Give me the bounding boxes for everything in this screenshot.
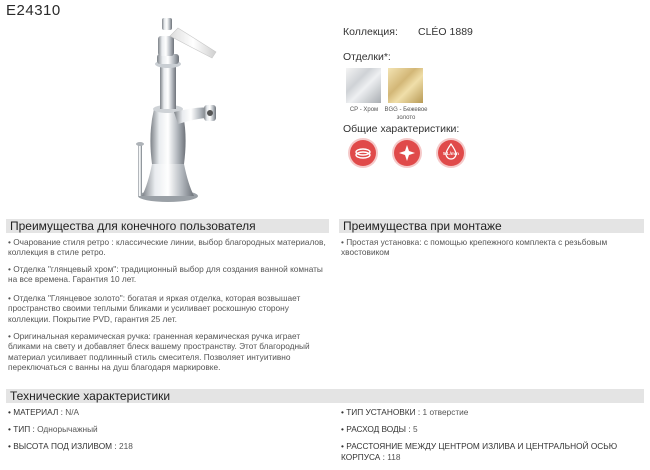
spec-value: 118: [387, 452, 401, 462]
spec-key: • ТИП :: [8, 424, 35, 434]
general-characteristics-label: Общие характеристики:: [343, 123, 460, 135]
spec-key: • РАСХОД ВОДЫ :: [341, 424, 411, 434]
spec-key: • МАТЕРИАЛ :: [8, 407, 63, 417]
spec-value: 5: [412, 424, 418, 434]
section-header-technical: [6, 389, 644, 403]
section-title: Преимущества при монтаже: [343, 219, 502, 233]
spec-water-flow: [341, 424, 418, 434]
install-benefit-item: • Простая установка: с помощью крепежного комплекта с резьбовым хвостовиком: [341, 237, 608, 258]
finish-swatch-beige-gold[interactable]: [388, 68, 423, 103]
spec-value: 1 отверстие: [422, 407, 469, 417]
benefit-item: • Отделка "Глянцевое золото": богатая и яркая отделка, которая возвышает пространство своими теплыми бликами и усиливает роскошную сторону коллекции. Покрытие PVD, гарантия 25 лет.: [8, 293, 301, 324]
finish-caption-chrome: CP - Хром: [349, 107, 379, 113]
section-title: Преимущества для конечного пользователя: [10, 219, 256, 233]
spec-value: Однорычажный: [37, 424, 98, 434]
finish-swatch-chrome[interactable]: [346, 68, 381, 103]
spec-height-under-spout: [8, 441, 133, 451]
product-code: E24310: [6, 2, 61, 19]
benefit-item: • Оригинальная керамическая ручка: граненная керамическая ручка играет бликами на свету и добавляет блеск вашему пространству. Этот благородный материал усиливает подлинный стиль смесителя. Позволяет интуитивно переключаться с ванны на душ благодаря маркировке.: [8, 331, 310, 373]
collection-label: Коллекция:: [343, 26, 398, 38]
faucet-image: [108, 14, 248, 204]
ceramic-disc-icon: [350, 140, 376, 166]
section-title: Технические характеристики: [10, 389, 171, 403]
benefit-item: • Отделка "глянцевый хром": традиционный выбор для создания ванной комнаты на все времена. Гарантия 10 лет.: [8, 264, 323, 285]
section-header-install-benefits: [339, 219, 644, 233]
spec-spout-axis-distance: [341, 441, 646, 463]
spec-value: N/A: [65, 407, 80, 417]
collection-value: CLÉO 1889: [418, 26, 473, 38]
section-header-user-benefits: [6, 219, 329, 233]
sparkle-icon: [394, 140, 420, 166]
spec-value: 218: [118, 441, 133, 451]
water-flow-5l-icon: [438, 140, 464, 166]
spec-key: • ТИП УСТАНОВКИ :: [341, 407, 421, 417]
finish-caption-beige-gold: BGG - Бежевое золото: [384, 107, 428, 121]
faucet-illustration: [108, 14, 248, 204]
flow-rate-badge: 5 L/min: [443, 151, 459, 156]
finishes-label: Отделки*:: [343, 51, 391, 63]
spec-key: • РАССТОЯНИЕ МЕЖДУ ЦЕНТРОМ ИЗЛИВА И ЦЕНТРАЛЬНОЙ ОСЬЮ КОРПУСА :: [341, 441, 618, 462]
spec-type: [8, 424, 98, 434]
benefit-item: • Очарование стиля ретро : классические линии, выбор благородных материалов, коллекция в стиле ретро.: [8, 237, 326, 258]
spec-material: [8, 407, 79, 417]
spec-installation-type: [341, 407, 468, 417]
spec-key: • ВЫСОТА ПОД ИЗЛИВОМ :: [8, 441, 117, 451]
